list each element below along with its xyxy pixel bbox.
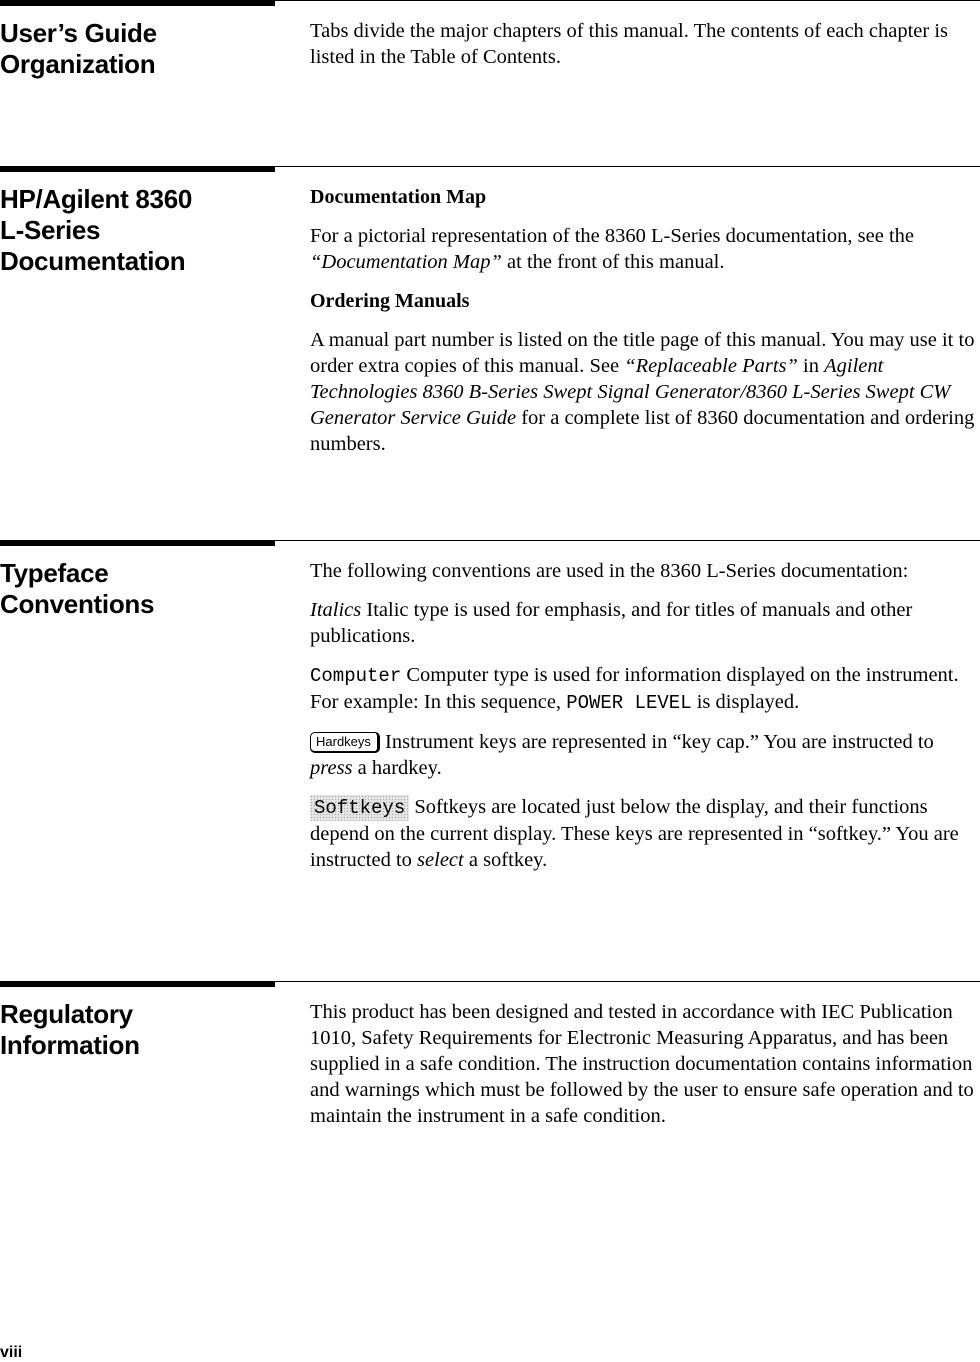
section-heading-documentation (0, 184, 270, 277)
section-rule-thin (275, 981, 980, 982)
section-rule-thin (275, 540, 980, 541)
heading-line: Conventions (0, 589, 155, 619)
computer-example: POWER LEVEL (566, 692, 692, 714)
paragraph-italics (310, 597, 978, 649)
section-heading-regulatory (0, 999, 270, 1061)
text-run: in (797, 355, 825, 377)
paragraph: Tabs divide the major chapters of this manual. The contents of each chapter is listed in the Table of Contents. (310, 20, 949, 68)
section-body-regulatory (310, 999, 978, 1142)
text-run: Softkeys are located just below the display, and their functions depend on the current display. These keys are represented in “softkey.” You are instructed to (310, 796, 959, 871)
section-body-organization (310, 18, 978, 83)
italic-manual-title: Agilent Technologies 8360 B-Series Swept Signal Generator/8360 L-Series Swept CW Generator Service Guide (310, 355, 951, 429)
paragraph-softkeys (310, 794, 978, 873)
text-run: a hardkey. (352, 757, 442, 779)
section-rule-thick (0, 0, 275, 6)
subhead-documentation-map: Documentation Map (310, 186, 487, 208)
section-body-documentation (310, 184, 978, 470)
heading-line: Information (0, 1030, 140, 1060)
paragraph: This product has been designed and tested in accordance with IEC Publication 1010, Safety Requirements for Electronic Measuring Apparatus, and has been supplied in a safe condition. The instruction documentation contains information and warnings which must be followed by the user to ensure safe operation and to maintain the instrument in a safe condition. (310, 1001, 974, 1127)
computer-label: Computer (310, 665, 402, 687)
section-rule-thin (275, 0, 980, 1)
heading-line: Organization (0, 49, 156, 79)
softkey-label: Softkeys (310, 795, 409, 821)
text-run: at the front of this manual. (501, 251, 725, 273)
paragraph-documentation-map (310, 223, 978, 275)
heading-line: User’s Guide (0, 18, 157, 48)
paragraph-computer (310, 662, 978, 716)
italic-reference: “Documentation Map” (310, 251, 502, 273)
paragraph-ordering-manuals (310, 327, 978, 457)
paragraph-hardkeys (310, 729, 978, 781)
section-rule-thin (275, 166, 980, 167)
section-rule-thick (0, 166, 275, 172)
heading-line: Regulatory (0, 999, 133, 1029)
text-run: is displayed. (691, 691, 800, 713)
hardkey-cap: Hardkeys (310, 732, 380, 753)
section-heading-typeface (0, 558, 270, 620)
paragraph-typeface-intro: The following conventions are used in the 8360 L-Series documentation: (310, 560, 909, 582)
text-run: A manual part number is listed on the title page of this manual. You may use it to order extra copies of this manual. See (310, 329, 975, 377)
section-rule-thick (0, 981, 275, 987)
text-run: for a complete list of 8360 documentation and ordering numbers. (310, 407, 975, 455)
heading-line: HP/Agilent 8360 (0, 184, 193, 214)
section-body-typeface (310, 558, 978, 886)
italic-press: press (310, 757, 353, 779)
section-rule-thick (0, 540, 275, 546)
text-run: a softkey. (463, 849, 548, 871)
italics-label: Italics (310, 599, 362, 621)
text-run: Computer type is used for information displayed on the instrument. For example: In this sequence, (310, 664, 959, 713)
heading-line: L-Series (0, 215, 101, 245)
page-number: viii (0, 1344, 23, 1361)
section-heading-organization (0, 18, 270, 80)
text-run: Italic type is used for emphasis, and for titles of manuals and other publications. (310, 599, 913, 647)
text-run: Instrument keys are represented in “key cap.” You are instructed to (379, 731, 934, 753)
italic-reference: “Replaceable Parts” (624, 355, 798, 377)
text-run: For a pictorial representation of the 8360 L-Series documentation, see the (310, 225, 914, 247)
italic-select: select (417, 849, 464, 871)
subhead-ordering-manuals: Ordering Manuals (310, 290, 470, 312)
heading-line: Typeface (0, 558, 109, 588)
heading-line: Documentation (0, 246, 186, 276)
